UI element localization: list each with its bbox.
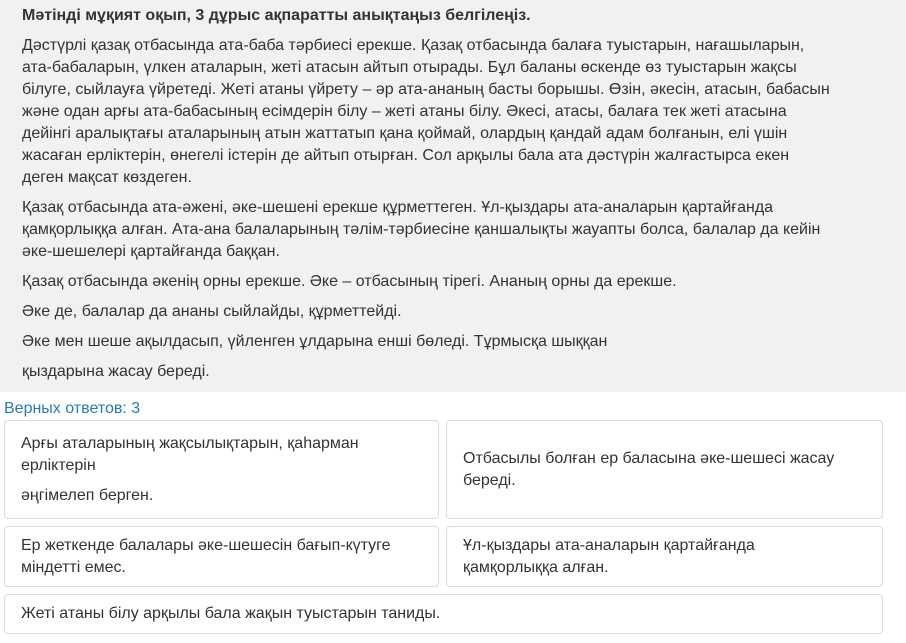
passage-paragraph: Қазақ отбасында әкенің орны ерекше. Әке – отбасының тірегі. Ананың орны да ерекше. bbox=[22, 273, 677, 290]
answer-option-text: Ер жеткенде балалары әке-шешесін бағып-күтуге міндетті емес. bbox=[21, 536, 391, 576]
passage-paragraph: Әке мен шеше ақылдасып, үйленген ұлдарына енші бөледі. Тұрмысқа шыққан bbox=[22, 333, 608, 350]
passage-paragraph: Қазақ отбасында ата-әжені, әке-шешені ерекше құрметтеген. Ұл-қыздары ата-аналарын қартайғанда қамқорлыққа алған. Ата-ана балаларының тәлім-тәрбиесіне қаншалықты жауапты болса, балалар да кейін әке-шешелері қартайғанда баққан. bbox=[22, 199, 821, 260]
answer-option-4[interactable] bbox=[446, 526, 883, 587]
answer-option-text: Жеті атаны білу арқылы бала жақын туыстарын таниды. bbox=[21, 605, 441, 622]
answer-option-1[interactable] bbox=[4, 420, 439, 519]
passage-paragraph: Дәстүрлі қазақ отбасында ата-баба тәрбиесі ерекше. Қазақ отбасында балаға туыстарын, нағашыларын, ата-бабаларын, үлкен аталарын, жеті атасын айтып отырады. Бұл баланы өскенде өз туыстарын жақсы білуге, сыйлауға үйретеді. Жеті атаны үйрету – әр ата-ананың басты борышы. Өзін, әкесін, атасын, бабасын және одан арғы ата-бабасының есімдерін білу – жеті атаны білу. Әкесі, атасы, балаға тек жеті атасына дейінгі аралықтағы аталарының атын жаттатып қана қоймай, олардың қандай адам болғанын, елі үшін жасаған ерліктерін, өнегелі істерін де айтып отырған. Сол арқылы бала ата дәстүрін жалғастырса екен деген мақсат көздеген. bbox=[22, 37, 830, 186]
answer-option-text: Отбасылы болған ер баласына әке-шешесі жасау береді. bbox=[463, 449, 835, 489]
answer-option-text: Арғы аталарының жақсылықтарын, қаһарман ерліктерін bbox=[21, 434, 359, 474]
answer-option-2[interactable] bbox=[446, 420, 883, 519]
passage-paragraph: Әке де, балалар да ананы сыйлайды, құрметтейді. bbox=[22, 303, 402, 320]
question-title: Мәтінді мұқият оқып, 3 дұрыс ақпаратты анықтаңыз белгілеңіз. bbox=[22, 7, 531, 24]
answer-option-text: әңгімелеп берген. bbox=[21, 486, 154, 504]
passage-paragraph: қыздарына жасау береді. bbox=[22, 363, 210, 380]
answer-option-3[interactable] bbox=[4, 526, 439, 587]
correct-answers-count: Верных ответов: 3 bbox=[4, 400, 141, 417]
answer-option-5[interactable] bbox=[4, 594, 883, 634]
answer-option-text: Ұл-қыздары ата-аналарын қартайғанда қамқорлыққа алған. bbox=[463, 536, 755, 576]
